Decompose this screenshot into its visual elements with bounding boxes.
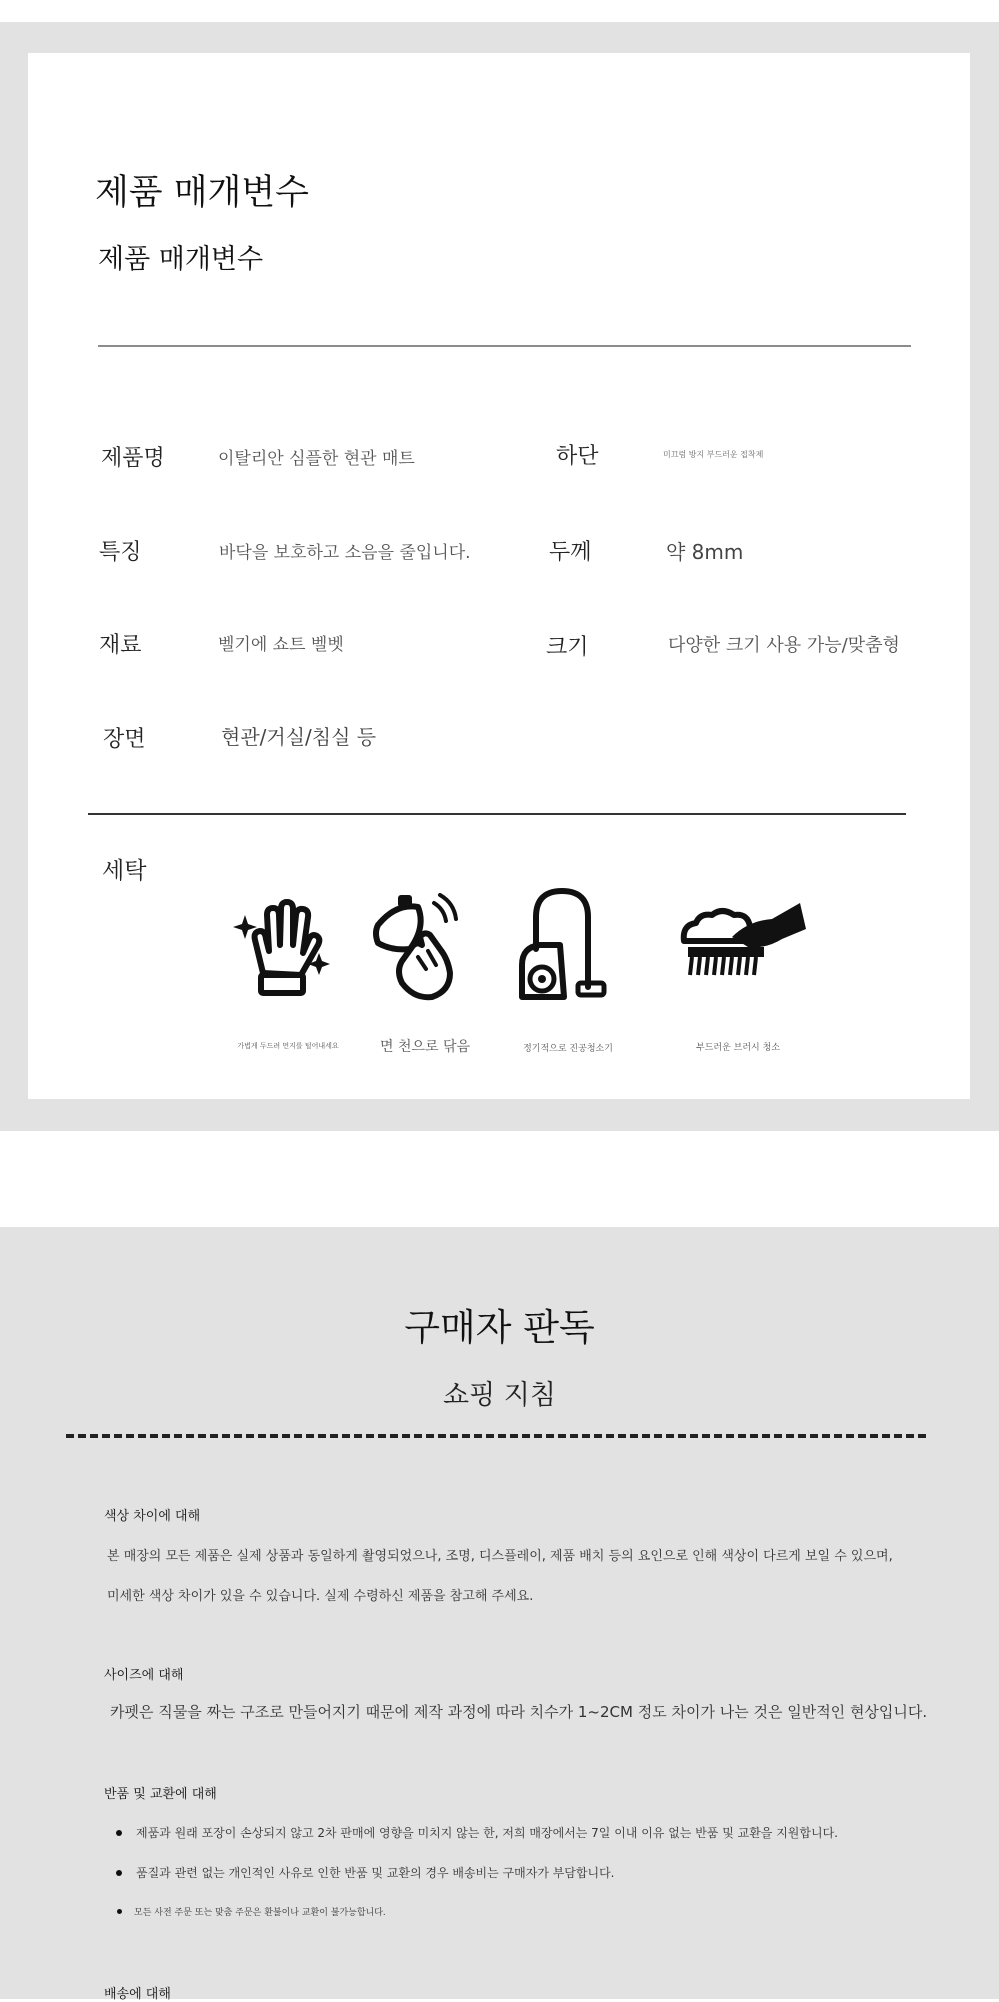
list-item bbox=[136, 1824, 838, 1841]
divider bbox=[88, 813, 906, 815]
parameters-title: 제품 매개변수 bbox=[95, 173, 309, 213]
bullet-icon bbox=[116, 1830, 122, 1836]
color-text-line2: 미세한 색상 차이가 있을 수 있습니다. 실제 수령하신 제품을 참고해 주세요. bbox=[107, 1589, 534, 1604]
bullet-icon bbox=[117, 1909, 122, 1914]
color-heading: 색상 차이에 대해 bbox=[104, 1509, 201, 1524]
buyer-notice-section bbox=[0, 1227, 999, 2002]
wash-caption-brush: 부드러운 브러시 청소 bbox=[696, 1043, 780, 1053]
list-item-text: 제품과 원래 포장이 손상되지 않고 2차 판매에 영향을 미치지 않는 한, 저희 매장에서는 7일 이내 이유 없는 반품 및 교환을 지원합니다. bbox=[136, 1826, 838, 1840]
hand-brush-icon bbox=[678, 901, 808, 977]
value-thickness: 약 8mm bbox=[666, 540, 744, 564]
value-size: 다양한 크기 사용 가능/맞춤형 bbox=[668, 635, 900, 656]
size-heading: 사이즈에 대해 bbox=[104, 1668, 184, 1683]
size-text: 카펫은 직물을 짜는 구조로 만들어지기 때문에 제작 과정에 따라 치수가 1~2CM 정도 차이가 나는 것은 일반적인 현상입니다. bbox=[110, 1703, 928, 1721]
product-parameters-section bbox=[0, 22, 999, 1131]
hand-wiping-cloth-icon bbox=[368, 893, 468, 1005]
vacuum-cleaner-icon bbox=[518, 887, 618, 1005]
list-item bbox=[136, 1864, 615, 1881]
value-material: 벨기에 쇼트 벨벳 bbox=[218, 635, 344, 655]
value-scene: 현관/거실/침실 등 bbox=[221, 725, 377, 749]
gloved-hand-sparkle-icon bbox=[233, 895, 333, 1005]
list-item-text: 품질과 관련 없는 개인적인 사유로 인한 반품 및 교환의 경우 배송비는 구매자가 부담합니다. bbox=[136, 1866, 615, 1880]
notice-subtitle: 쇼핑 지침 bbox=[443, 1380, 556, 1411]
label-product-name: 제품명 bbox=[101, 446, 165, 471]
label-material: 재료 bbox=[99, 633, 142, 658]
notice-title: 구매자 판독 bbox=[404, 1306, 595, 1349]
label-scene: 장면 bbox=[103, 727, 146, 752]
wash-caption-wipe: 면 천으로 닦음 bbox=[379, 1039, 471, 1055]
list-item bbox=[134, 1905, 386, 1918]
parameters-card bbox=[28, 53, 970, 1099]
value-feature: 바닥을 보호하고 소음을 줄입니다. bbox=[219, 543, 471, 563]
bullet-icon bbox=[116, 1870, 122, 1876]
shipping-heading: 배송에 대해 bbox=[104, 1987, 171, 2002]
list-item-text: 모든 사전 주문 또는 맞춤 주문은 환불이나 교환이 불가능합니다. bbox=[134, 1908, 386, 1918]
value-bottom: 미끄럼 방지 부드러운 접착제 bbox=[663, 450, 764, 459]
returns-heading: 반품 및 교환에 대해 bbox=[104, 1787, 217, 1802]
label-thickness: 두께 bbox=[549, 540, 592, 565]
label-bottom: 하단 bbox=[556, 444, 599, 469]
wash-caption-pat: 가볍게 두드려 먼지를 털어내세요 bbox=[237, 1042, 339, 1050]
dashed-divider bbox=[66, 1434, 926, 1438]
wash-caption-vacuum: 정기적으로 진공청소기 bbox=[523, 1044, 613, 1054]
divider bbox=[98, 345, 911, 347]
label-feature: 특징 bbox=[99, 540, 142, 565]
color-text-line1: 본 매장의 모든 제품은 실제 상품과 동일하게 촬영되었으나, 조명, 디스플레이, 제품 배치 등의 요인으로 인해 색상이 다르게 보일 수 있으며, bbox=[107, 1549, 893, 1564]
value-product-name: 이탈리안 심플한 현관 매트 bbox=[218, 449, 415, 469]
label-size: 크기 bbox=[546, 635, 589, 660]
wash-label: 세탁 bbox=[102, 858, 147, 884]
parameters-subtitle: 제품 매개변수 bbox=[98, 244, 264, 275]
